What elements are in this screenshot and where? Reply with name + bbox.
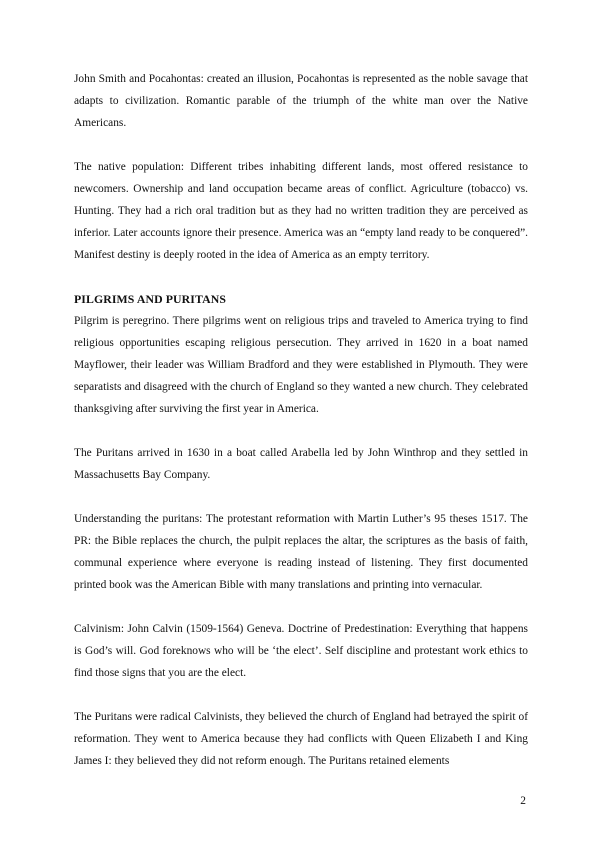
paragraph-pilgrims: Pilgrim is peregrino. There pilgrims went on religious trips and traveled to America trying to find religious opportunities escaping religious persecution. They arrived in 1620 in a boat named Mayflower, their leader was William Bradford and they were established in Plymouth. They were separatists and disagreed with the church of England so they wanted a new church. They celebrated thanksgiving after surviving the first year in America.	[74, 315, 528, 415]
section-heading: PILGRIMS AND PURITANS	[74, 292, 226, 306]
paragraph-radical-calvinists: The Puritans were radical Calvinists, they believed the church of England had betrayed the spirit of reformation. They went to America because they had conflicts with Queen Elizabeth I and King James I: they believed they did not reform enough. The Puritans retained elements	[74, 711, 528, 767]
paragraph-native-population: The native population: Different tribes inhabiting different lands, most offered resistance to newcomers. Ownership and land occupation became areas of conflict. Agriculture (tobacco) vs. Hunting. They had a rich oral tradition but as they had no written tradition they are perceived as inferior. Later accounts ignore their presence. America was an “empty land ready to be conquered”. Manifest destiny is deeply rooted in the idea of America as an empty territory.	[74, 161, 528, 261]
page-number: 2	[520, 795, 526, 807]
paragraph-calvinism: Calvinism: John Calvin (1509-1564) Geneva. Doctrine of Predestination: Everything that happens is God’s will. God foreknows who will be ‘the elect’. Self discipline and protestant work ethics to find those signs that you are the elect.	[74, 623, 528, 679]
paragraph-puritans-arrival: The Puritans arrived in 1630 in a boat called Arabella led by John Winthrop and they settled in Massachusetts Bay Company.	[74, 447, 528, 481]
paragraph-understanding-puritans: Understanding the puritans: The protestant reformation with Martin Luther’s 95 theses 1517. The PR: the Bible replaces the church, the pulpit replaces the altar, the scriptures as the basis of faith, communal experience where everyone is reading instead of listening. They first documented printed book was the American Bible with many translations and printing into vernacular.	[74, 513, 528, 591]
document-page	[74, 68, 528, 794]
paragraph-pocahontas: John Smith and Pocahontas: created an illusion, Pocahontas is represented as the noble savage that adapts to civilization. Romantic parable of the triumph of the white man over the Native Americans.	[74, 73, 528, 129]
